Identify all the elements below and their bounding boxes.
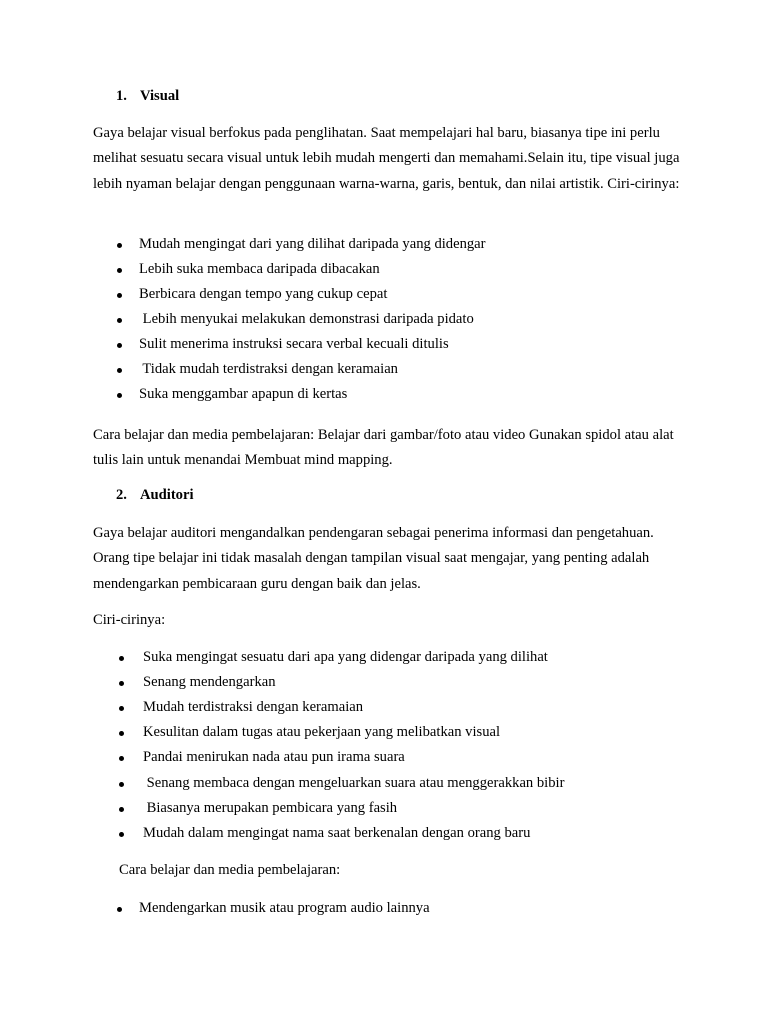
traits-label: Ciri-cirinya: [93, 612, 166, 628]
list-item: Biasanya merupakan pembicara yang fasih [143, 800, 397, 817]
list-item: Senang membaca dengan mengeluarkan suara atau menggerakkan bibir [143, 775, 564, 792]
list-item: Suka mengingat sesuatu dari apa yang didengar daripada yang dilihat [143, 649, 548, 666]
bullet-icon [117, 907, 122, 912]
bullet-icon [117, 318, 122, 323]
list-item: Mudah dalam mengingat nama saat berkenalan dengan orang baru [143, 825, 530, 842]
bullet-icon [119, 782, 124, 787]
list-item: Sulit menerima instruksi secara verbal kecuali ditulis [139, 336, 449, 353]
list-item: Lebih suka membaca daripada dibacakan [139, 261, 380, 278]
bullet-icon [119, 756, 124, 761]
media-label: Cara belajar dan media pembelajaran: [119, 862, 341, 878]
section-heading-auditori [116, 487, 194, 504]
list-item: Mudah mengingat dari yang dilihat daripada yang didengar [139, 236, 486, 253]
bullet-icon [119, 681, 124, 686]
bullet-icon [117, 368, 122, 373]
section-number: 1. [116, 88, 127, 104]
section-title: Auditori [140, 487, 194, 503]
list-item: Pandai menirukan nada atau pun irama suara [143, 749, 405, 766]
list-item: Mendengarkan musik atau program audio lainnya [139, 900, 430, 917]
list-item: Berbicara dengan tempo yang cukup cepat [139, 286, 387, 303]
list-item: Suka menggambar apapun di kertas [139, 386, 347, 403]
bullet-icon [117, 343, 122, 348]
bullet-icon [119, 731, 124, 736]
list-item: Lebih menyukai melakukan demonstrasi daripada pidato [139, 311, 474, 328]
section-title: Visual [140, 88, 180, 104]
bullet-icon [119, 656, 124, 661]
bullet-icon [117, 293, 122, 298]
bullet-icon [119, 807, 124, 812]
list-item: Kesulitan dalam tugas atau pekerjaan yang melibatkan visual [143, 724, 500, 741]
list-item: Tidak mudah terdistraksi dengan keramaian [139, 361, 398, 378]
list-item: Mudah terdistraksi dengan keramaian [143, 699, 363, 716]
section-paragraph-auditori: Gaya belajar auditori mengandalkan pendengaran sebagai penerima informasi dan pengetahuan. Orang tipe belajar ini tidak masalah dengan tampilan visual saat mengajar, yang penting adalah mendengarkan pembicaraan guru dengan baik dan jelas. [93, 525, 654, 592]
bullet-icon [119, 706, 124, 711]
bullet-icon [117, 268, 122, 273]
section-paragraph-visual: Gaya belajar visual berfokus pada penglihatan. Saat mempelajari hal baru, biasanya tipe ini perlu melihat sesuatu secara visual untuk lebih mudah mengerti dan memahami.Selain itu, tipe visual juga lebih nyaman belajar dengan penggunaan warna-warna, garis, bentuk, dan nilai artistik. Ciri-cirinya: [93, 125, 680, 192]
bullet-icon [117, 393, 122, 398]
section-number: 2. [116, 487, 127, 503]
bullet-icon [117, 243, 122, 248]
bullet-icon [119, 832, 124, 837]
list-item: Senang mendengarkan [143, 674, 276, 691]
section-heading-visual [116, 88, 179, 105]
visual-media-paragraph: Cara belajar dan media pembelajaran: Belajar dari gambar/foto atau video Gunakan spidol atau alat tulis lain untuk menandai Membuat mind mapping. [93, 427, 674, 469]
